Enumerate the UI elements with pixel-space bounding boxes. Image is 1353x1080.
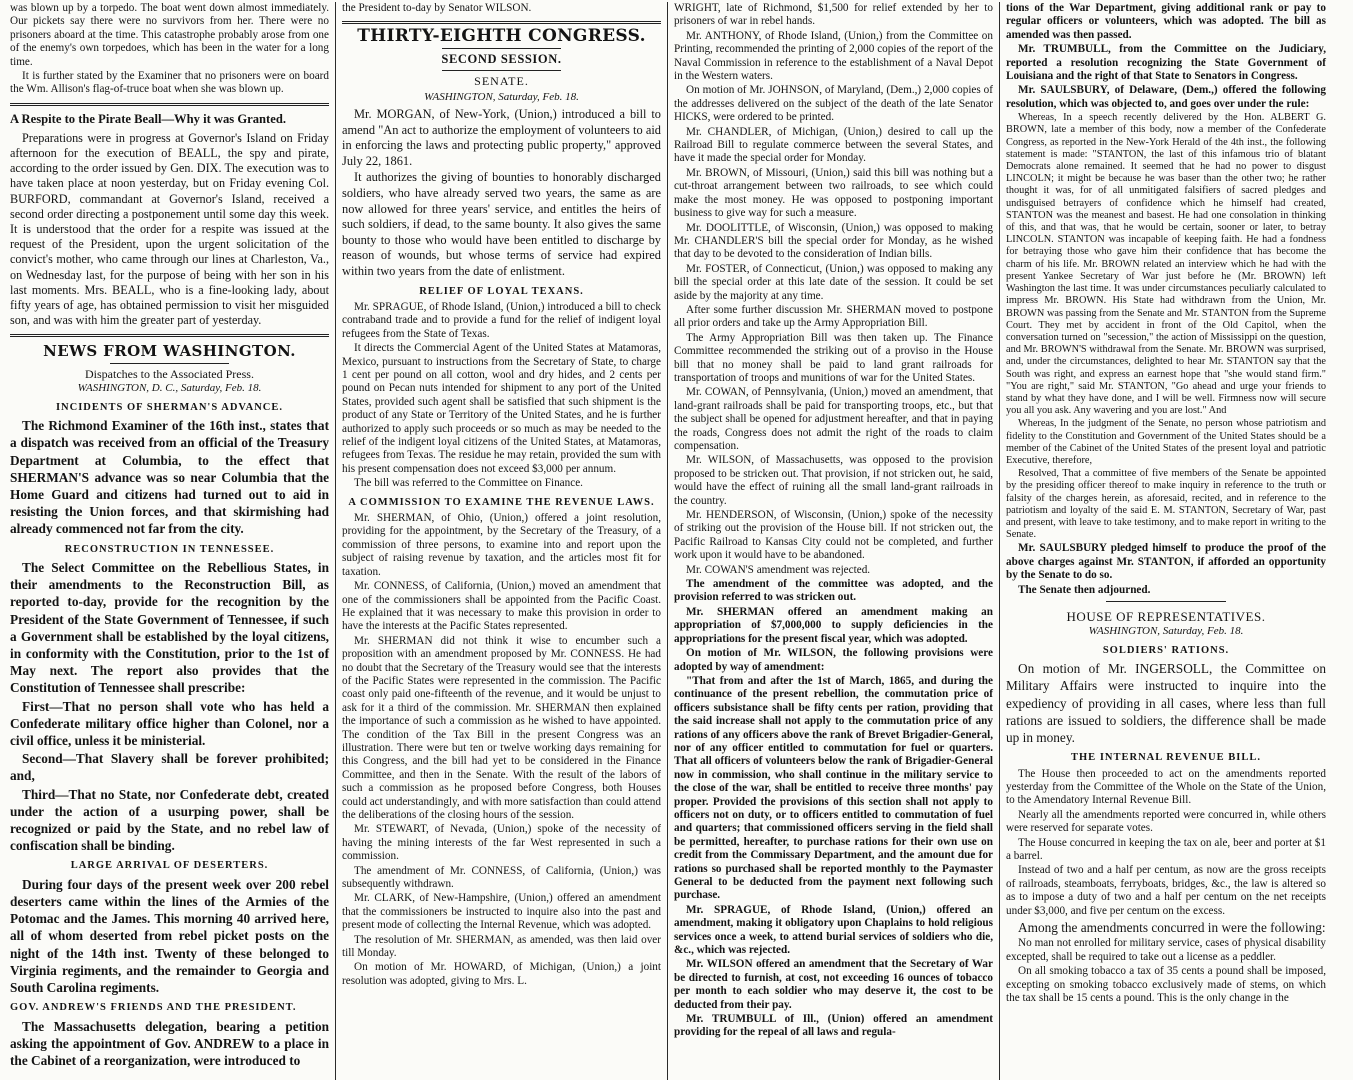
column-2	[336, 2, 668, 1080]
column-1	[4, 2, 336, 1080]
johnson-paragraph: On motion of Mr. JOHNSON, of Maryland, (Dem.,) 2,000 copies of the addresses delivered on the subject of the death of the late Senator HICKS, were ordered to be printed.	[674, 84, 993, 124]
adjourned-paragraph: The Senate then adjourned.	[1018, 583, 1151, 596]
after-paragraph: After some further discussion Mr. SHERMAN moved to postpone all prior orders and take up the Army Appropriation Bill.	[674, 303, 993, 330]
whereas2-paragraph: Whereas, In the judgment of the Senate, no person whose patriotism and fidelity to the Constitution and Government of the United States should be a member of the Cabinet of the United States of the present loyal and patriotic Executive, therefore,	[1006, 418, 1326, 466]
dispatch-line: Dispatches to the Associated Press.	[85, 366, 254, 381]
sherman-paragraph: Mr. SHERMAN, of Ohio, (Union,) offered a joint resolution, providing for the appointment, by the Secretary of the Treasury, of a commission of three persons, to examine into and report upon the subject of raising revenue by taxation, and the articles most fit for taxation.	[342, 512, 661, 578]
wilson-paragraph: Mr. WILSON, of Massachusetts, was opposed to the provision proposed to be stricken out. That provision, if not stricken out, he said, would have the effect of ruining all the small land-grant railroads in the country.	[674, 454, 993, 507]
amendment-paragraph: The amendment of Mr. CONNESS, of California, (Union,) was subsequently withdrawn.	[342, 864, 661, 891]
sherman-paragraph: The Richmond Examiner of the 16th inst., states that a dispatch was received from an official of the Treasury Department at Columbia, to the effect that SHERMAN'S advance was so near Columbia that the Home Guard and citizens had turned out to aid in resisting the Union forces, and that skirmishing had already commenced not far from the city.	[10, 418, 329, 537]
nearly-paragraph: Nearly all the amendments reported were concurred in, while others were reserved for separate votes.	[1006, 808, 1326, 835]
congress-headline: THIRTY-EIGHTH CONGRESS.	[357, 26, 646, 47]
trumbull-paragraph: Mr. TRUMBULL of Ill., (Union) offered an amendment providing for the repeal of all laws and regula-	[674, 1013, 993, 1039]
whereas-paragraph: Whereas, In a speech recently delivered by the Hon. ALBERT G. BROWN, late a member of this body, now a member of the Confederate Congress, as reported in the New-York Herald of the 4th inst., the following statement is made: "STANTON, the last of this infamous trio of blatant Democrats alone remained. It seemed that he had no power to disgust LINCOLN; it might be because he was baser than the other two; he rather thought it was, for of all unmitigated falsifiers of sacred pledges and undisguised betrayers of confidence which he himself had created, STANTON was the meanest and basest. He had one consolation in thinking of this, and that was, that he would be certain, sooner or later, to betray LINCOLN. STANTON was incapable of keeping faith. He had a fondness for betraying those who gave him their confidence that has become the charm of his life. Mr. BROWN related an interview which he had with the present Yankee Secretary of War just before he (Mr. BROWN) left Washington the last time. It was under circumstances peculiarly calculated to impress Mr. BROWN. His State had withdrawn from the Union, Mr. BROWN was passing from the Senate and Mr. STANTON from the Supreme Court. They met by accident in front of the Old Capitol, when the conversation turned on "secession," the action of Mississippi on the question, and Mr. BROWN'S withdrawal from the Senate. Mr. BROWN was surprised, and, under the circumstances, delighted to hear Mr. STANTON say that the South was right, and express an earnest hope that "she would stand firm." "You are right," said Mr. STANTON, "Go ahead and urge your friends to stand by what they have done, and I will be well. Firmness now will secure you all you ask. Any wavering and you are lost." And	[1006, 112, 1326, 417]
column-divider	[342, 21, 661, 24]
respite-headline: A Respite to the Pirate Beall—Why it was Granted.	[10, 111, 286, 126]
tobacco-paragraph: On all smoking tobacco a tax of 35 cents a pound shall be imposed, excepting on smoking tobacco exclusively made of stems, on which the tax shall be 15 cents a pound. This is the only change in the	[1006, 965, 1326, 1004]
short-rule	[110, 363, 229, 364]
army-paragraph: The Army Appropriation Bill was then taken up. The Finance Committee recommended the striking out of a proviso in the House bill that no money shall be paid to land grant railroads for transportation of troops and munitions of war for the United States.	[674, 331, 993, 384]
dateline: WASHINGTON, D. C., Saturday, Feb. 18.	[77, 382, 262, 395]
house-headline: HOUSE OF REPRESENTATIVES.	[1066, 608, 1266, 624]
rations-subhead: SOLDIERS' RATIONS.	[1102, 644, 1230, 656]
column-divider	[10, 334, 329, 337]
foster-paragraph: Mr. FOSTER, of Connecticut, (Union,) was opposed to making any bill the special order at this late date of the session. It could be set aside by the majority at any time.	[674, 262, 993, 302]
ale-paragraph: The House concurred in keeping the tax on ale, beer and porter at $1 a barrel.	[1006, 836, 1326, 863]
andrew-paragraph: The Massachusetts delegation, bearing a petition asking the appointment of Gov. ANDREW to a place in the Cabinet of a reorganization, were introduced to	[10, 1018, 329, 1069]
respite-paragraph: Preparations were in progress at Governor's Island on Friday afternoon for the execution of BEALL, the spy and pirate, according to the order issued by Gen. DIX. The execution was to have taken place at noon yesterday, but on Friday evening Col. BURFORD, commandant at Governor's Island, received a second order directing a postponement until some day this week. It is understood that the order for a respite was issued at the request of the President, upon the urgent solicitation of the convict's mother, who came through our lines at Charleston, Va., on Wednesday last, for the purpose of being with her son in his last moments. Mrs. BEALL, who is a fine-looking lady, about fifty years of age, has obtained permission to visit her misguided son, and was with him the greater part of yesterday.	[10, 130, 329, 328]
anthony-paragraph: Mr. ANTHONY, of Rhode Island, (Union,) from the Committee on Printing, recommended the printing of 2,000 copies of the report of the Naval Commission in reference to the establishment of a Naval Depot in the Western waters.	[674, 29, 993, 83]
session-headline: SECOND SESSION.	[441, 51, 562, 66]
deserters-subhead: LARGE ARRIVAL OF DESERTERS.	[70, 860, 269, 872]
sherman-subhead: INCIDENTS OF SHERMAN'S ADVANCE.	[55, 401, 284, 413]
second-provision: Second—That Slavery shall be forever prohibited; and,	[10, 751, 329, 784]
house-paragraph: The House then proceeded to act on the amendments reported yesterday from the Committee of the Whole on the State of the Union, to the Amendatory Internal Revenue Bill.	[1006, 767, 1326, 807]
torpedo-paragraph: was blown up by a torpedo. The boat went down almost immediately. Our pickets say there were no survivors from her. There were no prisoners aboard at the time. This catastrophe probably arose from one of the enemy's own torpedoes, which has been in the water for a long time.	[10, 2, 329, 68]
howard-paragraph: On motion of Mr. HOWARD, of Michigan, (Union,) a joint resolution was adopted, giving to Mrs. L.	[342, 961, 661, 987]
revenue-subhead: THE INTERNAL REVENUE BILL.	[1071, 752, 1261, 764]
relief-subhead: RELIEF OF LOYAL TEXANS.	[419, 285, 584, 297]
doolittle-paragraph: Mr. DOOLITTLE, of Wisconsin, (Union,) was opposed to making Mr. CHANDLER'S bill the special order for Monday, as he wished that day to be devoted to the consideration of Indian bills.	[674, 221, 993, 261]
sprague-paragraph: Mr. SPRAGUE, of Rhode Island, (Union,) offered an amendment, making it obligatory upon Chaplains to hold religious services once a week, to attend burial services of soldiers who die, &c., which was rejected.	[674, 903, 993, 957]
sherman2-paragraph: Mr. SHERMAN did not think it wise to encumber such a proposition with an amendment proposed by Mr. CONNESS. He had no doubt that the Secretary of the Treasury would see that the interests of the Pacific States were represented in the commission. The Pacific coast only paid one-fifteenth of the revenue, and it would be unjust to ask for it a third of the commission. Mr. SHERMAN then explained the importance of such a commission as he wished to have appointed. The condition of the Tax Bill in the present Congress was an illustration. There were but ten or twelve working days remaining for this Congress, and the bill had yet to be considered in the Finance Committee, and then in the Senate. With the result of the labors of such a commission as he proposed before Congress, both Houses could act understandingly, and with more satisfaction than could attend the deliberations of the closing hours of the session.	[342, 634, 661, 821]
news-from-washington-headline: NEWS FROM WASHINGTON.	[43, 342, 296, 361]
rejected-paragraph: Mr. COWAN'S amendment was rejected.	[686, 563, 871, 576]
sprague-paragraph: Mr. SPRAGUE, of Rhode Island, (Union,) introduced a bill to check contraband trade and to provide a fund for the relief of indigent loyal refugees from the State of Texas.	[342, 300, 661, 340]
clark-paragraph: Mr. CLARK, of New-Hampshire, (Union,) offered an amendment that the commissioners be instructed to inquire also into the past and present mode of collecting the Internal Revenue, which was adopted.	[342, 892, 661, 932]
short-rule	[442, 70, 561, 71]
reconstruction-subhead: RECONSTRUCTION IN TENNESSEE.	[64, 543, 275, 555]
chandler-paragraph: Mr. CHANDLER, of Michigan, (Union,) desired to call up the Railroad Bill to regulate commerce between the several States, and have it made the special order for Monday.	[674, 125, 993, 165]
bounties-paragraph: It authorizes the giving of bounties to honorably discharged soldiers, who have already served two years, the same as are now allowed for three years' service, and entitles the heirs of such soldiers, if dead, to the same bounty. It also gives the same bounty to those who would have been entitled to discharge by reason of wounds, but whose terms of service had expired within two years from the date of enlistment.	[342, 170, 661, 278]
column-divider	[10, 103, 329, 106]
conness-paragraph: Mr. CONNESS, of California, (Union,) moved an amendment that one of the commissioners shall be appointed from the Pacific Coast. He explained that it was necessary to make this provision in order to have the interests at the Pacific States represented.	[342, 580, 661, 633]
senate-headline: SENATE.	[474, 74, 529, 89]
resolved-paragraph: Resolved, That a committee of five members of the Senate be appointed by the presiding officer thereof to make inquiry in reference to the truth or falsity of the charges herein, as aforesaid, recited, and in reference to the patriotism and loyalty of the said E. M. STANTON, Secretary of War, past and present, with leave to take testimony, and to make report in writing to the Senate.	[1006, 468, 1326, 541]
intro-paragraph: the President to-day by Senator WILSON.	[342, 2, 532, 14]
column-4	[1000, 2, 1332, 1080]
wilson2-paragraph: Mr. WILSON offered an amendment that the Secretary of War be directed to furnish, at cost, not exceeding 16 ounces of tobacco per month to each soldier who may deserve it, the cost to be deducted from their pay.	[674, 958, 993, 1011]
henderson-paragraph: Mr. HENDERSON, of Wisconsin, (Union,) spoke of the necessity of striking out the provision of the House bill. If not stricken out, the Pacific Railroad to Kansas City could not be completed, and further work upon it would have to be abandoned.	[674, 509, 993, 562]
cowan-paragraph: Mr. COWAN, of Pennsylvania, (Union,) moved an amendment, that land-grant railroads shall be paid for transporting troops, etc., but that the subject shall be opened for adjustment hereafter, and that in paying the roads, Congress does not admit the right of the roads to claim compensation.	[674, 386, 993, 452]
deserters-paragraph: During four days of the present week over 200 rebel deserters came within the lines of the Armies of the Potomac and the James. This morning 40 arrived here, all of whom deserted from rebel picket posts on the night of the 14th inst. Twenty of these belonged to Virginia regiments, and the remainder to Georgia and South Carolina regiments.	[10, 876, 329, 996]
dateline: WASHINGTON, Saturday, Feb. 18.	[1088, 625, 1244, 638]
committee-paragraph: The amendment of the committee was adopted, and the provision referred to was stricken out.	[674, 578, 993, 604]
wright-paragraph: WRIGHT, late of Richmond, $1,500 for relief extended by her to prisoners of war in rebel hands.	[674, 2, 993, 28]
andrew-subhead: GOV. ANDREW'S FRIENDS AND THE PRESIDENT.	[10, 1002, 297, 1014]
column-3	[668, 2, 1000, 1080]
morgan-paragraph: Mr. MORGAN, of New-York, (Union,) introduced a bill to amend "An act to authorize the employment of volunteers to aid in enforcing the laws and protecting public property," approved July 22, 1861.	[342, 107, 661, 168]
reconstruction-paragraph: The Select Committee on the Rebellious States, in their amendments to the Reconstruction Bill, as reported to-day, provide for the recognition by the President of the State Government of Tennessee, if such a Government shall be established by the loyal citizens, in conformity with the Constitution, prior to the 1st of May next. The report also provides that the Constitution of Tennessee shall prescribe:	[10, 559, 329, 696]
third-provision: Third—That no State, nor Confederate debt, created under the action of a usurping power, shall be recognized or paid by the State, and no rebel law of confiscation shall be binding.	[10, 786, 329, 854]
instead-paragraph: Instead of two and a half per centum, as now are the gross receipts of railroads, steamboats, ferryboats, bridges, &c., the law is altered so as to impose a duty of two and a half per centum on the net receipts under $3,000, and five per centum on the excess.	[1006, 864, 1326, 917]
ingersoll-paragraph: On motion of Mr. INGERSOLL, the Committee on Military Affairs were instructed to inquire into the expediency of providing in all cases, where less than full rations are issued to soldiers, the difference shall be made up in money.	[1006, 661, 1326, 746]
dateline: WASHINGTON, Saturday, Feb. 18.	[424, 90, 579, 103]
tions-paragraph: tions of the War Department, giving additional rank or pay to regular officers or volunteers, which was adopted. The bill as amended was then passed.	[1006, 2, 1326, 41]
among-paragraph: Among the amendments concurred in were the following:	[1018, 920, 1326, 936]
examiner-paragraph: It is further stated by the Examiner that no prisoners were on board the Wm. Allison's flag-of-truce boat when she was blown up.	[10, 70, 329, 96]
directs-paragraph: It directs the Commercial Agent of the United States at Matamoras, Mexico, pursuant to instructions from the Secretary of State, to charge 1 cent per pound on all cotton, wool and dry hides, and 2 cents per pound on Pecan nuts intended for shipment to any port of the United States, provided such agent shall be satisfied that such shipment is the product of any State or Territory of the United States, and he is further authorized to apply such proceeds or so much as may be needed to the relief of the indigent loyal citizens of the United States, at Matamoras, refugees from Texas. The residue he may retain, provided the sum with his present compensation does not exceed $3,000 per annum.	[342, 342, 661, 475]
first-provision: First—That no person shall vote who has held a Confederate military office higher than Colonel, nor a civil office, unless it be ministerial.	[10, 698, 329, 748]
quote-paragraph: "That from and after the 1st of March, 1865, and during the continuance of the present rebellion, the commutation price of officers subsistance shall be fifty cents per ration, providing that the said increase shall not apply to the commutation price of any rations of any officers above the rank of Brevet Brigadier-General, nor of any officer entitled to commutation for fuel or quarters. That all officers of volunteers below the rank of Brigadier-General now in commission, who shall continue in the military service to the close of the war, shall be entitled to receive three months' pay proper. Provided the provisions of this section shall not apply to officers not on duty, or to officers entitled to commutation of fuel and quarters; that commissioned officers serving in the field shall be permitted, hereafter, to purchase rations for their own use on credit from the Commissary Department, and the amount due for rations so purchased shall be reported monthly to the Paymaster General to be deducted from the payment next following such purchase.	[674, 674, 993, 902]
military-paragraph: No man not enrolled for military service, cases of physical disability excepted, shall be required to take out a license as a peddler.	[1006, 937, 1326, 963]
pledged-paragraph: Mr. SAULSBURY pledged himself to produce the proof of the above charges against Mr. STANTON, if afforded an opportunity by the Senate to do so.	[1006, 542, 1326, 582]
stewart-paragraph: Mr. STEWART, of Nevada, (Union,) spoke of the necessity of having the mining interests of the far West represented in such a commission.	[342, 823, 661, 863]
brown-paragraph: Mr. BROWN, of Missouri, (Union,) said this bill was nothing but a cut-throat arrangement between two railroads, to see which could make the most money. He was opposed to postponing important business to give way for such a measure.	[674, 166, 993, 220]
commission-subhead: A COMMISSION TO EXAMINE THE REVENUE LAWS.	[348, 496, 655, 508]
short-rule	[442, 48, 561, 49]
short-rule	[1106, 601, 1226, 602]
saulsbury-paragraph: Mr. SAULSBURY, of Delaware, (Dem.,) offered the following resolution, which was objected to, and goes over under the rule:	[1006, 84, 1326, 110]
referred-paragraph: The bill was referred to the Committee on Finance.	[354, 477, 583, 490]
sherman-paragraph: Mr. SHERMAN offered an amendment making an appropriation of $7,000,000 to supply deficiencies in the appropriations for the present fiscal year, which was adopted.	[674, 605, 993, 645]
trumbull-paragraph: Mr. TRUMBULL, from the Committee on the Judiciary, reported a resolution recognizing the State Government of Louisiana and the right of that State to Senators in Congress.	[1006, 43, 1326, 83]
resolution-paragraph: The resolution of Mr. SHERMAN, as amended, was then laid over till Monday.	[342, 933, 661, 960]
motion-paragraph: On motion of Mr. WILSON, the following provisions were adopted by way of amendment:	[674, 647, 993, 673]
